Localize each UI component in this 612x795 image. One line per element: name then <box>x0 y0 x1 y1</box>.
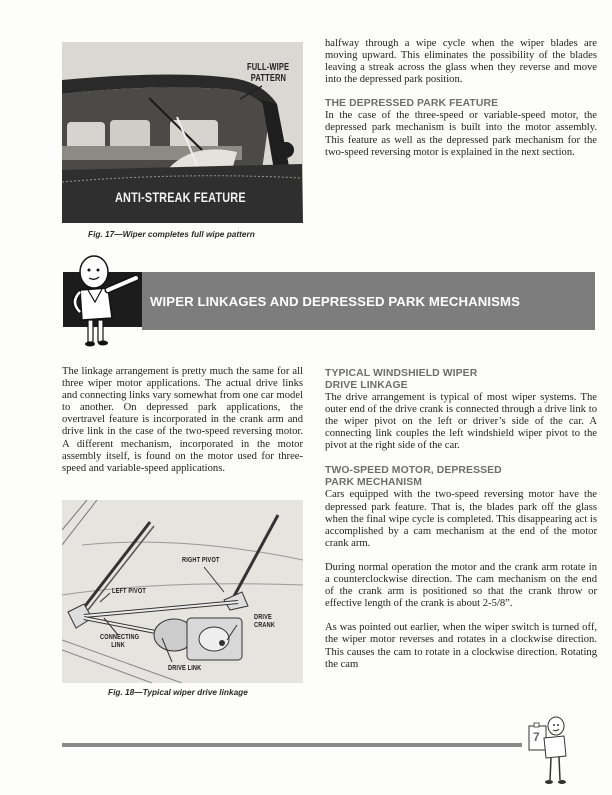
body-paragraph: As was pointed out earlier, when the wiper switch is turned off, the wiper motor reverses and rotates in a clockwise direction. This causes the cam to rotate in a clockwise direction. Rotating the cam <box>325 622 597 670</box>
figure-18-diagram <box>62 500 303 683</box>
section-banner <box>58 250 598 355</box>
body-paragraph: halfway through a wipe cycle when the wiper blades are moving upward. This eliminates the possibility of the blades leaving a streak across the glass when they reverse and move into the depressed park position. <box>325 38 597 86</box>
label-line: CONNECTING <box>100 634 140 641</box>
wiper-linkage-illustration <box>62 500 303 683</box>
page-number: 7 <box>533 730 540 744</box>
body-paragraph: The drive arrangement is typical of most wiper systems. The outer end of the drive crank is connected through a drive link to the wiper pivot on the left or driver’s side of the car. A connecting link couples the left windshield wiper pivot to the pivot at the right side of the car. <box>325 392 597 452</box>
body-paragraph: In the case of the three-speed or variable-speed motor, the depressed park mechanism is built into the motor assembly. This feature as well as the depressed park mechanism for the two-speed reversing motor is explained in the next section. <box>325 110 597 158</box>
figure-17-caption: Fig. 17—Wiper completes full wipe pattern <box>88 229 255 239</box>
label-drive-link: DRIVE LINK <box>168 665 202 672</box>
page-number-mascot <box>526 714 582 790</box>
callout-line: PATTERN <box>250 73 287 84</box>
body-paragraph: During normal operation the motor and the crank arm rotate in a counterclockwise direction. The cam mechanism on the end of the crank arm is positioned so that the crank throw or effective length of the crank is about 2-5/8”. <box>325 561 597 610</box>
heading-line: TYPICAL WINDSHIELD WIPER <box>325 368 478 379</box>
section-heading-two-speed-motor <box>325 465 597 489</box>
mascot-holding-sign-icon <box>526 714 582 790</box>
figure-18-caption: Fig. 18—Typical wiper drive linkage <box>108 687 248 697</box>
section-heading-depressed-park-feature: THE DEPRESSED PARK FEATURE <box>325 98 499 110</box>
body-paragraph: Cars equipped with the two-speed reversing motor have the depressed park feature. That is, the blades park off the glass when the final wipe cycle is completed. This disappearing act is accomplished by a cam mechanism at the end of the motor crank arm. <box>325 489 597 549</box>
label-right-pivot: RIGHT PIVOT <box>182 557 220 564</box>
heading-line: PARK MECHANISM <box>325 477 423 489</box>
mascot-pointing-icon <box>58 250 148 355</box>
banner-title: WIPER LINKAGES AND DEPRESSED PARK MECHANISMS <box>150 293 521 309</box>
label-line: LINK <box>111 642 125 649</box>
label-connecting-link <box>100 634 139 650</box>
figure-17-photo <box>62 42 303 223</box>
banner-title-bar <box>142 272 595 330</box>
label-left-pivot: LEFT PIVOT <box>112 588 146 595</box>
callout-full-wipe-pattern <box>247 62 289 84</box>
left-column <box>62 366 303 475</box>
heading-line: DRIVE LINKAGE <box>325 380 408 391</box>
body-paragraph: The linkage arrangement is pretty much the same for all three wiper motor applications. The actual drive links and connecting links vary somewhat from one car model to another. On depressed park applications, the overtravel feature is incorporated in the crank arm and drive link in the case of the two-speed reversing motor. A different mechanism, incorporated in the motor assembly itself, is found on the motor used for three-speed and variable-speed applications. <box>62 366 303 474</box>
label-drive-crank <box>254 614 275 630</box>
right-top-column <box>325 38 597 159</box>
section-heading-typical-drive-linkage <box>325 368 597 392</box>
right-column <box>325 368 597 671</box>
footer-rule <box>62 743 522 747</box>
label-line: CRANK <box>254 622 276 629</box>
label-line: DRIVE <box>254 614 272 621</box>
callout-anti-streak-feature: ANTI-STREAK FEATURE <box>115 189 246 205</box>
heading-line: TWO-SPEED MOTOR, DEPRESSED <box>325 465 502 477</box>
callout-line: FULL-WIPE <box>247 62 290 73</box>
